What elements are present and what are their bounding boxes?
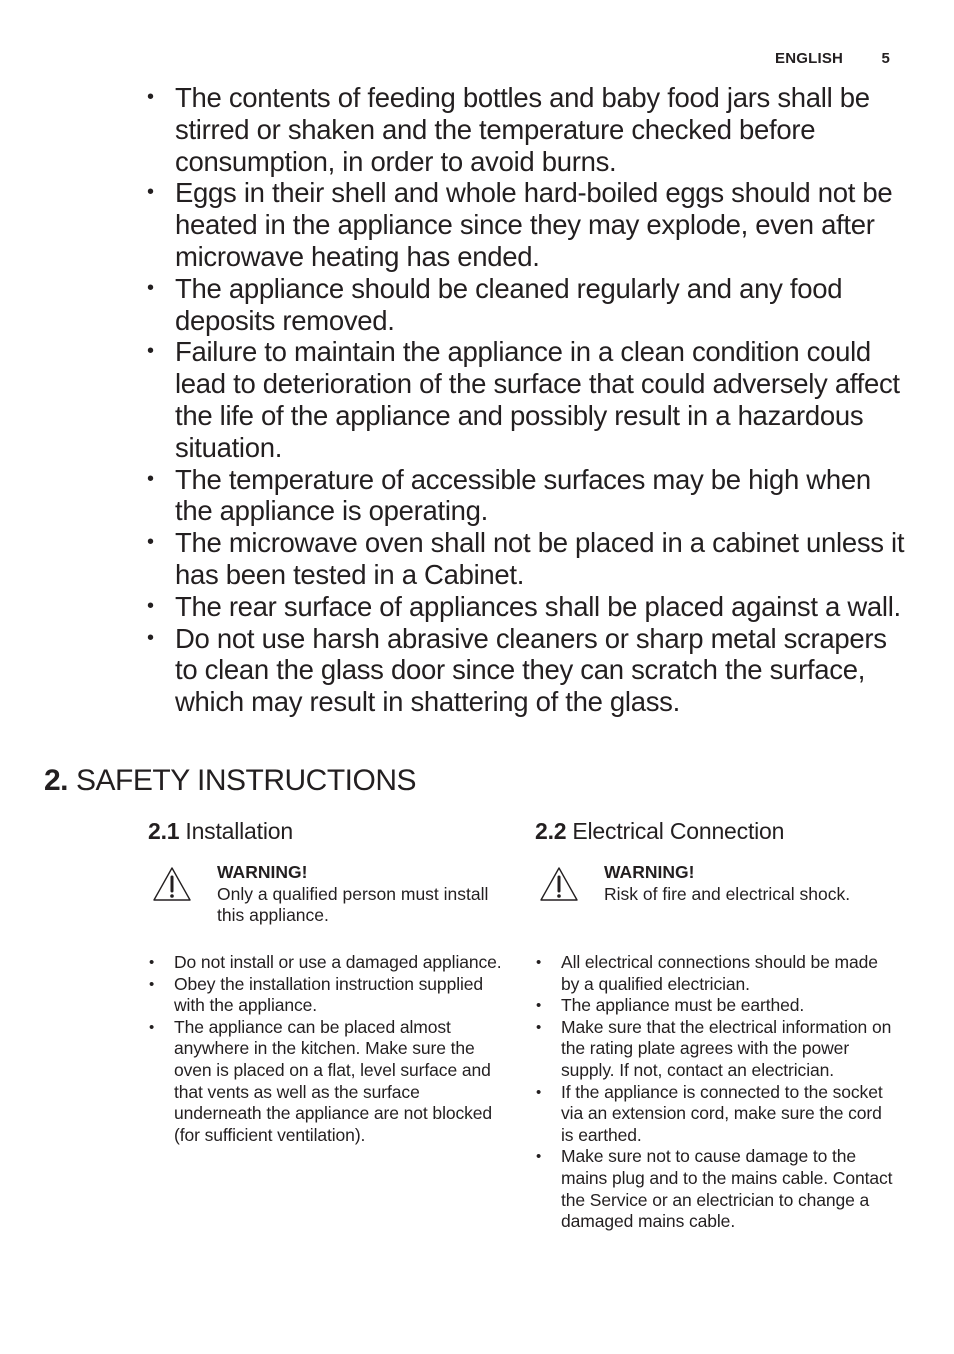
list-item: • Eggs in their shell and whole hard-boiled eggs should not be heated in the appliance since they may explode, even after microwave heating has ended. <box>146 177 906 272</box>
section-title: SAFETY INSTRUCTIONS <box>76 764 417 797</box>
list-item: • Do not install or use a damaged appliance. <box>148 952 510 974</box>
list-item: • The appliance must be earthed. <box>535 995 897 1017</box>
list-item: • The appliance should be cleaned regularly and any food deposits removed. <box>146 273 906 337</box>
subsection-title: Installation <box>185 818 293 844</box>
warning-title: WARNING! <box>217 862 308 882</box>
electrical-heading <box>535 818 897 854</box>
electrical-column <box>535 818 897 1233</box>
warning-triangle-icon <box>539 866 579 902</box>
section-heading <box>44 764 416 798</box>
list-item: • Do not use harsh abrasive cleaners or sharp metal scrapers to clean the glass door since they can scratch the surface, which may result in shattering of the glass. <box>146 623 906 718</box>
warning-text: Risk of fire and electrical shock. <box>604 883 851 904</box>
language-label: ENGLISH <box>775 50 844 67</box>
warning-text-block <box>217 862 507 927</box>
list-item: • Make sure that the electrical information on the rating plate agrees with the power supply. If not, contact an electrician. <box>535 1017 897 1082</box>
list-item: • If the appliance is connected to the socket via an extension cord, make sure the cord is earthed. <box>535 1082 897 1147</box>
list-item: • The temperature of accessible surfaces may be high when the appliance is operating. <box>146 464 906 528</box>
list-item: • The rear surface of appliances shall be placed against a wall. <box>146 591 906 623</box>
warning-title: WARNING! <box>604 862 695 882</box>
installation-column <box>148 818 510 1146</box>
warning-text-block <box>604 862 894 905</box>
list-item: • The appliance can be placed almost anywhere in the kitchen. Make sure the oven is placed on a flat, level surface and that vents as well as the surface underneath the appliance are not blocked (for sufficient ventilation). <box>148 1017 510 1147</box>
warning-text: Only a qualified person must install this appliance. <box>217 883 489 925</box>
section-number: 2. <box>44 764 69 797</box>
safety-list <box>146 82 906 718</box>
list-item: • Obey the installation instruction supplied with the appliance. <box>148 974 510 1017</box>
list-item: • The microwave oven shall not be placed in a cabinet unless it has been tested in a Cabinet. <box>146 527 906 591</box>
subsection-number: 2.2 <box>535 818 567 844</box>
list-item: • Failure to maintain the appliance in a clean condition could lead to deterioration of the surface that could adversely affect the life of the appliance and possibly result in a hazardous situation. <box>146 336 906 463</box>
electrical-list <box>535 952 897 1233</box>
warning-triangle-icon <box>152 866 192 902</box>
page-header <box>775 50 890 67</box>
warning-box <box>148 860 510 952</box>
warning-box <box>535 860 897 952</box>
list-item: • The contents of feeding bottles and baby food jars shall be stirred or shaken and the temperature checked before consumption, in order to avoid burns. <box>146 82 906 177</box>
installation-list <box>148 952 510 1146</box>
subsection-number: 2.1 <box>148 818 180 844</box>
subsection-title: Electrical Connection <box>572 818 785 844</box>
page-number: 5 <box>881 50 890 67</box>
list-item: • All electrical connections should be made by a qualified electrician. <box>535 952 897 995</box>
list-item: • Make sure not to cause damage to the mains plug and to the mains cable. Contact the Service or an electrician to change a damaged mains cable. <box>535 1146 897 1232</box>
installation-heading <box>148 818 510 854</box>
